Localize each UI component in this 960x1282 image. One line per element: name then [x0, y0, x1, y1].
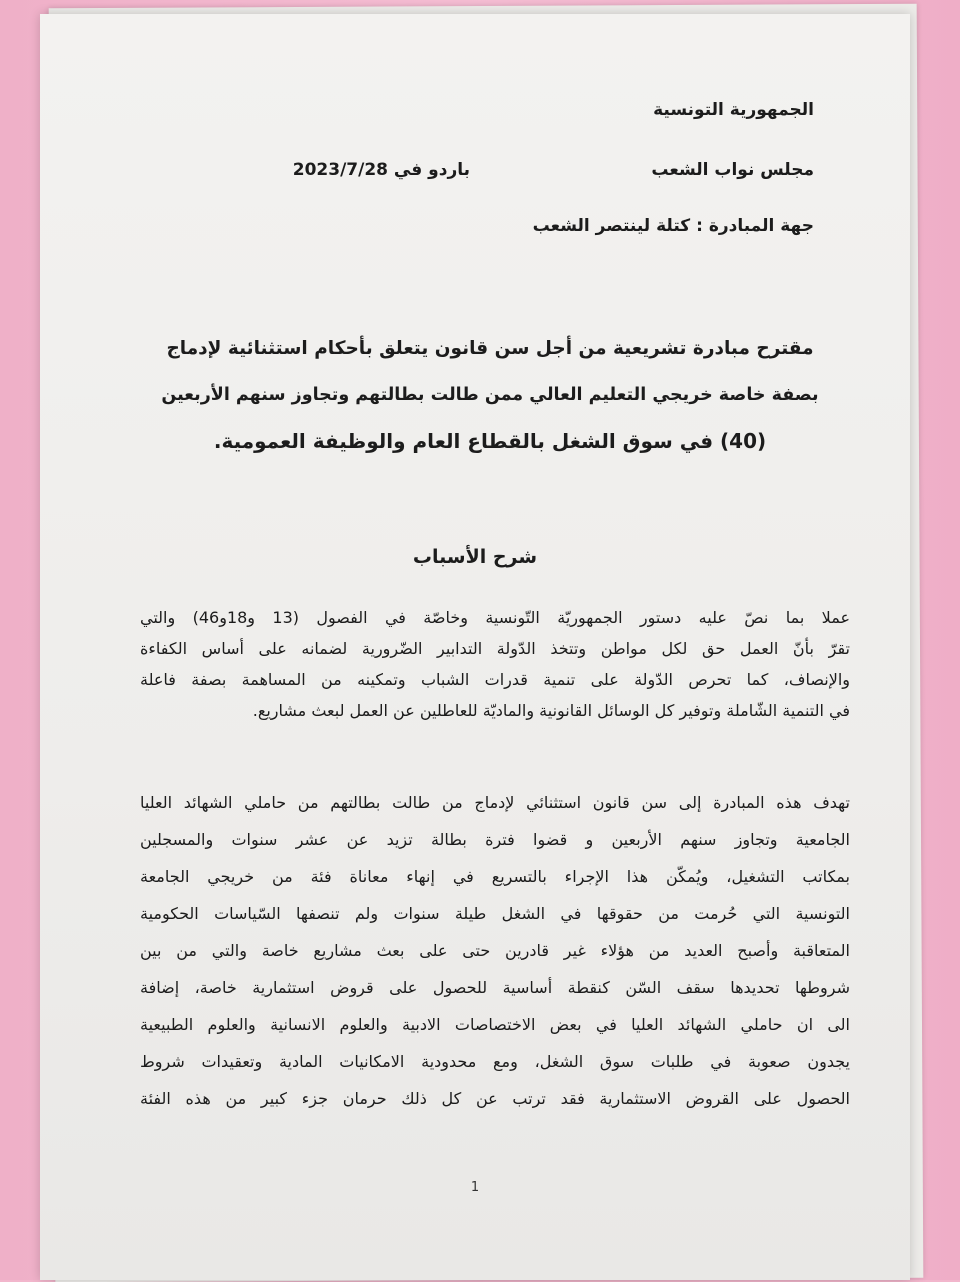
- text-line: شروطها تحديدها سقف السّن كنقطة أساسية للحصول على قروض استثمارية خاصة، إضافة: [140, 978, 850, 997]
- section-title: شرح الأسباب: [412, 546, 538, 568]
- text-line: في التنمية الشّاملة وتوفير كل الوسائل القانونية والماديّة للعاطلين عن العمل لبعث مشاريع.: [252, 701, 850, 720]
- initiator-line: جهة المبادرة : كتلة لينتصر الشعب: [532, 216, 814, 236]
- text-line: والإنصاف، كما تحرص الدّولة على تنمية قدرات الشباب وتمكينه من المساهمة بصفة فاعلة: [140, 670, 850, 689]
- text-line: الى ان حاملي الشهائد العليا في بعض الاختصاصات الادبية والعلوم الانسانية والعلوم الطبيعية: [140, 1015, 850, 1034]
- text-line: تهدف هذه المبادرة إلى سن قانون استثنائي لإدماج من طالت بطالتهم من حاملي الشهائد العليا: [140, 793, 850, 812]
- text-line: الجامعية وتجاوز سنهم الأربعين و قضوا فترة بطالة تزيد عن عشر سنوات والمسجلين: [140, 830, 850, 849]
- page-number: 1: [470, 1180, 480, 1195]
- text-line: الحصول على القروض الاستثمارية فقد ترتب عن كل ذلك حرمان جزء كبير من هذه الفئة: [140, 1089, 850, 1108]
- title-line: بصفة خاصة خريجي التعليم العالي ممن طالت بطالتهم وتجاوز سنهم الأربعين: [161, 385, 819, 405]
- title-line: مقترح مبادرة تشريعية من أجل سن قانون يتعلق بأحكام استثنائية لإدماج: [166, 338, 814, 359]
- text-line: بمكاتب التشغيل، ويُمكّن هذا الإجراء بالتسريع في إنهاء معاناة فئة من خريجي الجامعة: [140, 867, 850, 886]
- text-line: المتعاقبة وأصبح العديد من هؤلاء غير قادرين حتى على بعث مشاريع خاصة والتي من بين: [140, 941, 850, 960]
- text-line: يجدون صعوبة في طلبات سوق الشغل، ومع محدودية الامكانيات المادية وتعقيدات شروط: [140, 1052, 850, 1071]
- title-line: (40) في سوق الشغل بالقطاع العام والوظيفة العمومية.: [213, 429, 767, 453]
- date-line: باردو في 2023/7/28: [292, 160, 470, 180]
- paragraph-1: [140, 602, 850, 726]
- paragraph-2: [140, 784, 850, 1117]
- text-line: التونسية التي حُرمت من حقوقها في الشغل طيلة سنوات ولم تنصفها السّياسات الحكومية: [140, 904, 850, 923]
- document-page: [40, 14, 910, 1280]
- text-line: تقرّ بأنّ العمل حق لكل مواطن وتتخذ الدّولة التدابير الضّرورية لضمانه على أساس الكفاءة: [140, 639, 850, 658]
- text-line: عملا بما نصّ عليه دستور الجمهوريّة التّونسية وخاصّة في الفصول (13 و18و46) والتي: [140, 608, 851, 627]
- republic-heading: الجمهورية التونسية: [653, 100, 814, 120]
- assembly-heading: مجلس نواب الشعب: [651, 160, 814, 180]
- proposal-title: [160, 326, 820, 464]
